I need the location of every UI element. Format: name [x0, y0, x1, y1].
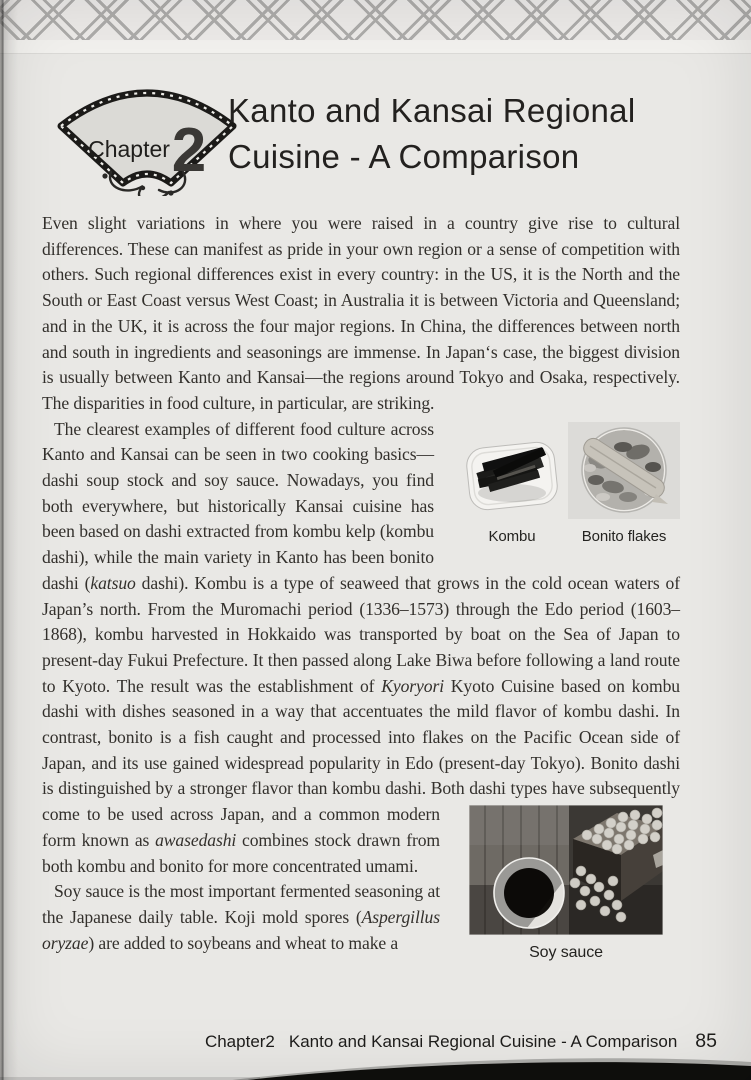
page-number: 85	[695, 1030, 717, 1052]
chapter-title-line-2: Cuisine - A Comparison	[228, 138, 580, 175]
body-text	[42, 211, 680, 968]
decorative-lattice-band	[0, 0, 751, 40]
chapter-title-line-1: Kanto and Kansai Regional	[228, 92, 636, 129]
paragraph-3: Soy sauce is the most important fermented seasoning at the Japanese daily table. Koji mold spores (Aspergillus oryzae) are added to soybeans and wheat to make a	[42, 881, 440, 953]
footer-chapter: Chapter2	[204, 1032, 275, 1051]
kombu-caption: Kombu	[488, 527, 536, 545]
bonito-flakes-photo	[568, 422, 680, 519]
bonito-caption: Bonito flakes	[581, 527, 667, 545]
figure-soy-sauce	[452, 805, 680, 962]
figure-dashi-ingredients	[448, 422, 680, 546]
paragraph-2-text-a: The clearest examples of different food culture across Kanto and Kansai can be seen in two cooking basics—dashi soup stock and soy sauce. Nowadays, you find both everywhere, but historically Kansai cuisine has been based on dashi extracted from kombu kelp (kombu dashi), while the main variety in Kanto has been bonito dashi (katsuo dashi). Kombu is a type of seaweed that grows in the cold ocean waters of Japan’s north. From the Muromachi period (1336–1573) through the Edo period (1603–1868), kombu harvested in Hokkaido was transported by boat on the Sea of Japan to present-day Fukui Prefecture. It then passed along Lake Biwa before following a land route to Kyoto. The result was the establishment of Kyoryori Kyoto Cuisine based on kombu dashi with dishes seasoned in a way that accentuates the mild flavor of kombu dashi. In contrast, bonito is a fish caught and processed into flakes on the Pacific Ocean side of Japan, and its use gained widespread popularity in Edo (present-day Tokyo). Bonito dashi is distinguished by a stronger flavor than kombu dashi. Both dashi types have subsequently come to be	[42, 418, 681, 825]
footer-title: Kanto and Kansai Regional Cuisine - A Comparison	[288, 1032, 678, 1051]
chapter-title	[228, 88, 688, 180]
tassel-dot	[168, 190, 173, 195]
paragraph-2-text-b: used across Japan, and a common modern form known as awasedashi combines stock drawn from both kombu and bonito for more concentrated umami.	[42, 804, 440, 876]
soy-sauce-caption: Soy sauce	[529, 944, 603, 962]
kombu-photo	[462, 433, 562, 519]
paragraph-1: Even slight variations in where you were raised in a country give rise to cultural differences. These can manifest as pride in your own region or a sense of competition with others. Such regional differences exist in every country: in the US, it is the North and the South or East Coast versus West Coast; in Australia it is between Victoria and Queensland; and in the UK, it is across the four major regions. In China, the differences between north and south in ingredients and seasonings are immense. In Japan‘s case, the biggest division is usually between Kanto and Kansai—the regions around Tokyo and Osaka, respectively. The disparities in food culture, in particular, are striking.	[42, 213, 680, 413]
tassel-dot	[141, 186, 145, 190]
bonito-figure	[568, 422, 680, 546]
page-footer	[205, 1030, 717, 1053]
kombu-figure	[462, 433, 562, 546]
page-left-edge-shadow	[0, 0, 18, 1080]
tassel-dot	[102, 173, 107, 178]
lattice-band-lower-strip	[0, 40, 751, 53]
soy-sauce-photo	[469, 805, 663, 935]
page-bottom-edge-shadow	[0, 1052, 751, 1080]
chapter-fan-emblem	[54, 60, 240, 196]
chapter-label: Chapter	[88, 136, 170, 162]
chapter-number: 2	[171, 116, 207, 185]
